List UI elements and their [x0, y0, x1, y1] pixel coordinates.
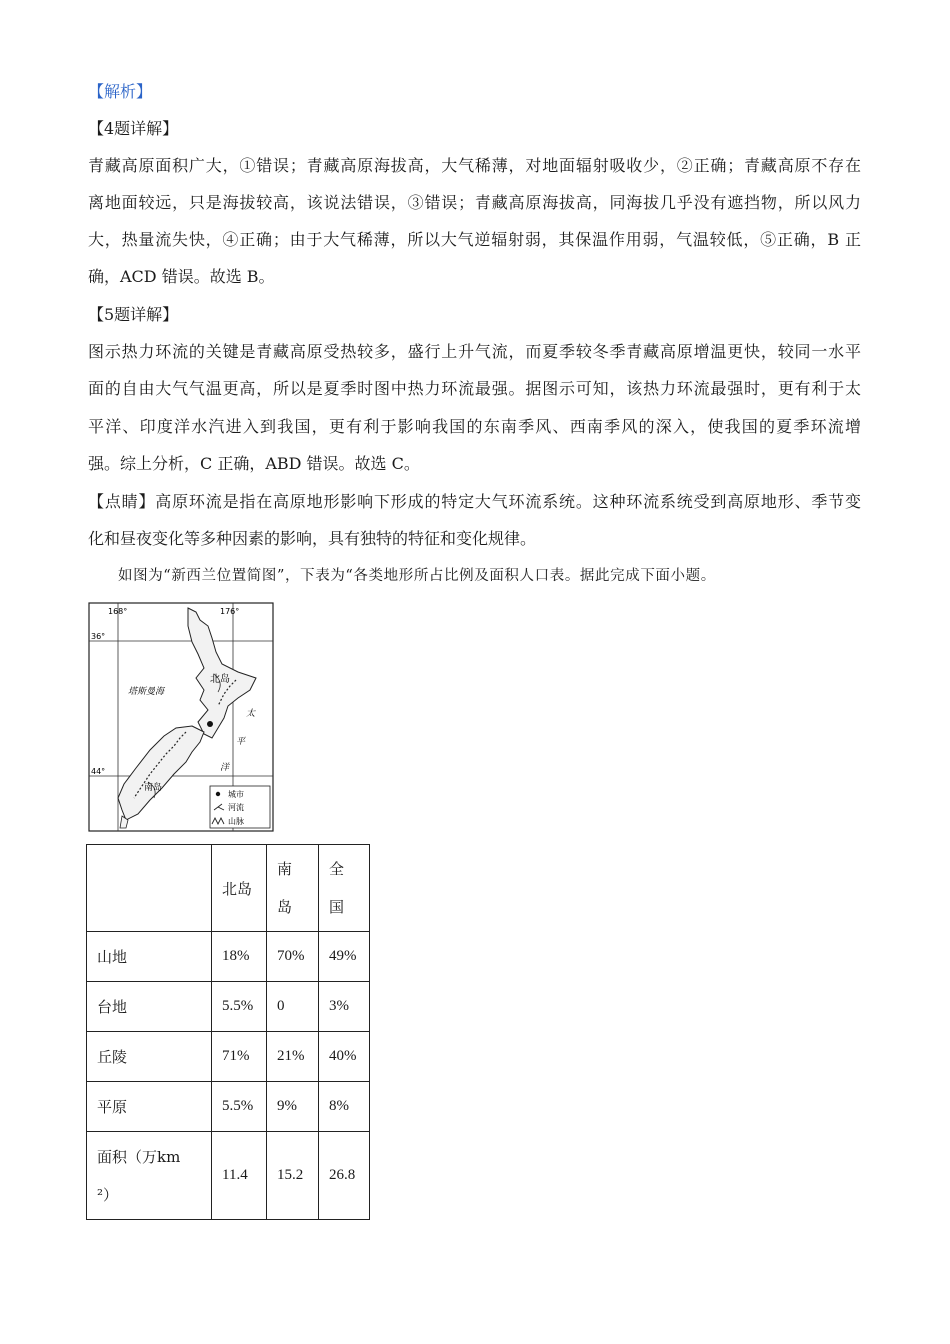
table-row [87, 1132, 370, 1220]
row-label: 面积（万km²） [87, 1132, 212, 1220]
legend-river: 河流 [228, 803, 244, 812]
cell-national: 26.8 [319, 1132, 370, 1220]
cell-north: 5.5% [212, 982, 267, 1032]
cell-national: 3% [319, 982, 370, 1032]
pacific-char-3: 洋 [220, 763, 230, 773]
lat-label-44: 44° [91, 767, 106, 776]
lat-label-36: 36° [91, 632, 106, 641]
cell-south: 0 [267, 982, 319, 1032]
table-header-national: 全国 [319, 845, 370, 932]
table-row [87, 1082, 370, 1132]
cell-south: 21% [267, 1032, 319, 1082]
terrain-table [86, 844, 370, 1220]
table-row [87, 932, 370, 982]
legend-city: 城市 [228, 790, 244, 799]
legend-mountain: 山脉 [228, 817, 244, 826]
table-row [87, 1032, 370, 1082]
analysis-label: 【解析】 [88, 82, 153, 101]
row-label: 台地 [87, 982, 212, 1032]
cell-north: 11.4 [212, 1132, 267, 1220]
q4-line-3: 大，热量流失快，④正确；由于大气稀薄，所以大气逆辐射弱，其保温作用弱，气温较低，⑤正确，B 正 [88, 230, 861, 249]
pacific-char-1: 太 [246, 709, 256, 719]
cell-south: 70% [267, 932, 319, 982]
q5-line-1: 图示热力环流的关键是青藏高原受热较多，盛行上升气流，而夏季较冬季青藏高原增温更快，较同一水平 [88, 342, 861, 361]
q5-heading: 【5题详解】 [88, 305, 179, 324]
pacific-char-2: 平 [236, 737, 246, 747]
cell-national: 49% [319, 932, 370, 982]
q4-line-4: 确，ACD 错误。故选 B。 [88, 267, 275, 286]
cell-north: 18% [212, 932, 267, 982]
question-intro: 如图为“新西兰位置简图”，下表为“各类地形所占比例及面积人口表。据此完成下面小题。 [118, 568, 716, 584]
tip-line-2: 化和昼夜变化等多种因素的影响，具有独特的特征和变化规律。 [88, 529, 537, 548]
row-label: 山地 [87, 932, 212, 982]
table-header-north: 北岛 [212, 845, 267, 932]
tasman-sea-label: 塔斯曼海 [128, 687, 165, 697]
legend-city-icon [216, 792, 220, 796]
q4-heading: 【4题详解】 [88, 119, 179, 138]
q4-line-1: 青藏高原面积广大，①错误；青藏高原海拔高，大气稀薄，对地面辐射吸收少，②正确；青藏高原不存在 [88, 156, 861, 175]
new-zealand-map [88, 602, 274, 832]
south-island-label: 南岛 [144, 783, 163, 793]
cell-south: 9% [267, 1082, 319, 1132]
cell-south: 15.2 [267, 1132, 319, 1220]
cell-north: 5.5% [212, 1082, 267, 1132]
q5-line-4: 强。综上分析，C 正确，ABD 错误。故选 C。 [88, 454, 420, 473]
table-header-south: 南岛 [267, 845, 319, 932]
row-label: 平原 [87, 1082, 212, 1132]
lon-label-168: 168° [108, 607, 128, 616]
cell-national: 8% [319, 1082, 370, 1132]
north-island-label: 北岛 [210, 674, 230, 685]
q5-line-2: 面的自由大气气温更高，所以是夏季时图中热力环流最强。据图示可知，该热力环流最强时，更有利于太 [88, 379, 861, 398]
cell-national: 40% [319, 1032, 370, 1082]
tip-line-1: 【点睛】高原环流是指在高原地形影响下形成的特定大气环流系统。这种环流系统受到高原地形、季节变 [88, 492, 861, 511]
table-row [87, 982, 370, 1032]
cell-north: 71% [212, 1032, 267, 1082]
table-header-empty [87, 845, 212, 932]
q4-line-2: 离地面较远，只是海拔较高，该说法错误，③错误；青藏高原海拔高，同海拔几乎没有遮挡物，所以风力 [88, 193, 861, 212]
q5-line-3: 平洋、印度洋水汽进入到我国，更有利于影响我国的东南季风、西南季风的深入，使我国的夏季环流增 [88, 417, 861, 436]
city-wellington [207, 721, 213, 727]
row-label: 丘陵 [87, 1032, 212, 1082]
table-header-row [87, 845, 370, 932]
lon-label-176: 176° [220, 607, 240, 616]
